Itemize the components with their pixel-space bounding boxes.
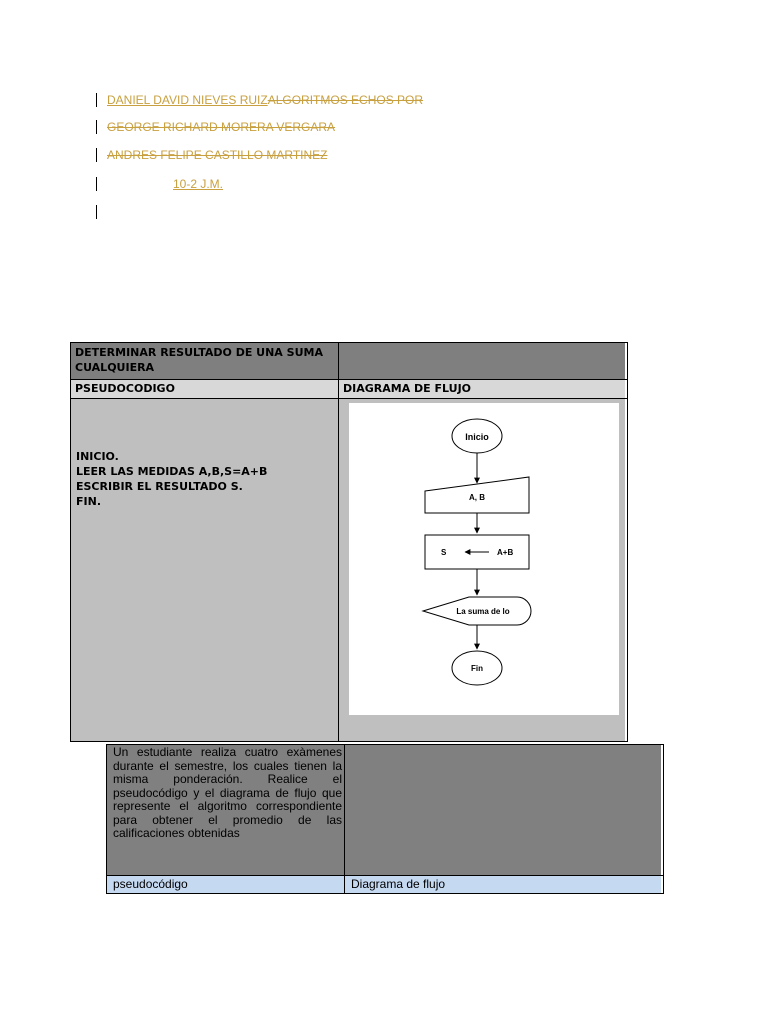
flowchart-image [349,403,619,715]
author-line-4 [96,175,223,193]
table-title-empty [339,343,625,379]
table-header-row [71,379,627,399]
header-diagrama: Diagrama de flujo [345,876,661,893]
pseudocode-cell [71,399,339,741]
author-line-3 [96,146,328,164]
end-label: Fin [471,664,483,673]
pseudocode-line: ESCRIBIR EL RESULTADO S. [76,480,243,493]
deleted-text: ANDRES FELIPE CASTILLO MARTINEZ [107,148,328,162]
change-bar [96,148,97,162]
header-pseudocode: PSEUDOCODIGO [71,380,339,398]
author-line-2 [96,118,335,136]
pseudocode-line: FIN. [76,495,101,508]
inserted-text: DANIEL DAVID NIEVES RUIZ [107,93,268,107]
inserted-text: 10-2 J.M. [173,177,224,191]
table-title-row [71,343,627,379]
deleted-text: ALGORITMOS ECHOS POR [267,93,424,107]
header-pseudocodigo: pseudocódigo [107,876,345,893]
sum-algorithm-table [70,342,628,742]
process-variable: S [441,548,447,557]
start-label: Inicio [465,432,489,442]
table-title: DETERMINAR RESULTADO DE UNA SUMA CUALQUIERA [71,343,339,379]
flowchart-diagram [349,403,619,715]
flowchart-cell [339,399,625,741]
author-line-1 [96,91,423,109]
table2-header-row [107,875,663,893]
header-flowchart: DIAGRAMA DE FLUJO [339,380,625,398]
table-content-row [71,399,627,741]
change-bar [96,205,97,219]
process-expression: A+B [497,548,514,557]
author-line-5 [96,203,107,221]
problem-empty-cell [345,745,661,875]
average-algorithm-table [106,744,664,894]
output-label: La suma de lo [456,607,510,616]
change-bar [96,93,97,107]
input-label: A, B [469,493,485,502]
pseudocode-line: INICIO. [76,450,119,463]
problem-statement: Un estudiante realiza cuatro exàmenes durante el semestre, los cuales tienen la misma ponderación. Realice el pseudocódigo y el diagrama de flujo que represente el algoritmo correspondiente para obtener el promedio de las calificaciones obtenidas [107,745,345,875]
change-bar [96,177,97,191]
pseudocode-text [71,399,338,509]
pseudocode-line: LEER LAS MEDIDAS A,B,S=A+B [76,465,268,478]
change-bar [96,120,97,134]
problem-row [107,745,663,875]
deleted-text: GEORGE RICHARD MORERA VERGARA [107,120,336,134]
